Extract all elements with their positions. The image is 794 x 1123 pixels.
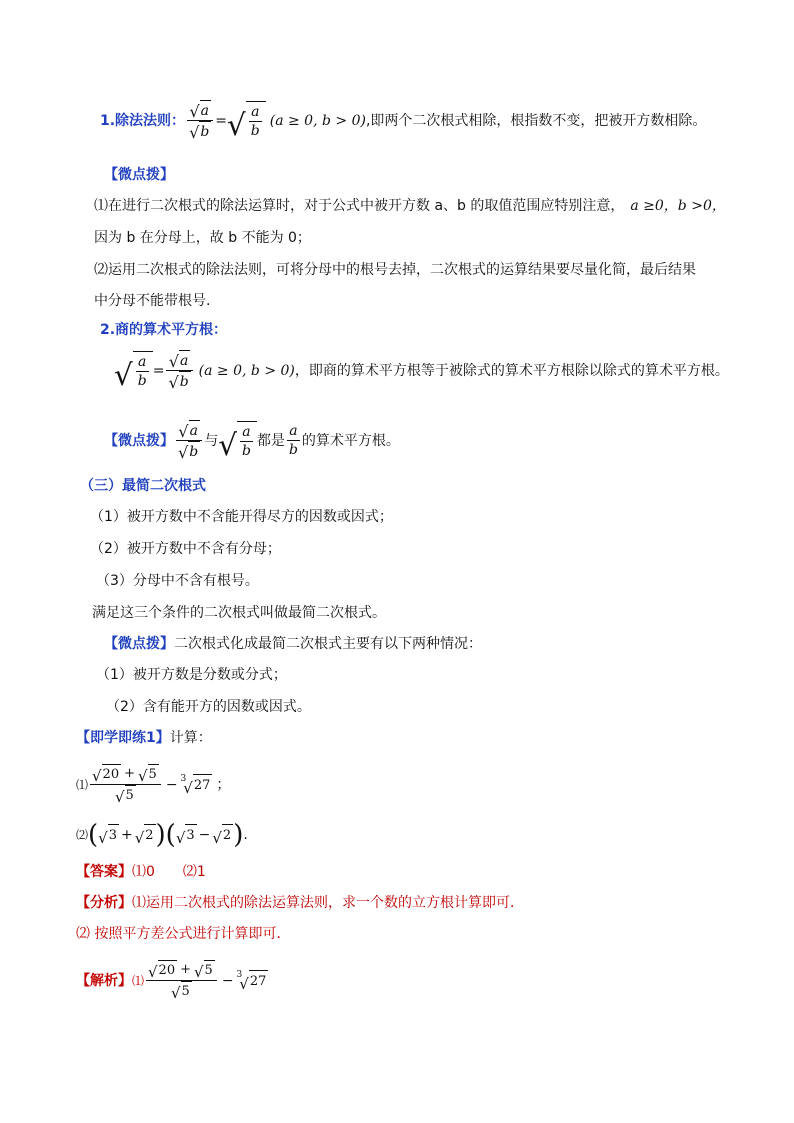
division-rule-title: 1.除法法则： (100, 112, 186, 129)
tip1-line4: 中分母不能带根号. (94, 293, 211, 309)
division-rule-desc: ,即两个二次根式相除，根指数不变，把被开方数相除。 (365, 112, 707, 129)
formula-sqrt-a-over-sqrt-b-2: √ a √ b (166, 350, 192, 391)
quotient-root-desc: ，即商的算术平方根等于被除式的算术平方根除以除式的算术平方根。 (294, 362, 729, 379)
division-rule-line: 1.除法法则： √ a √ b = √ $\frac{a}{b}$ (a ≥ 0, b > 0) ,即两个二次根式相除，根指数不变，把被开方数相除。 (100, 101, 707, 142)
solution-line: 【解析】 ⑴ √ 20 + √ 5 √ 5 − 3 √ 27 (76, 962, 267, 1003)
tip3-line: 【微点拨】 二次根式化成最简二次根式主要有以下两种情况： (104, 636, 482, 652)
simplest-radical-title: （三）最简二次根式 (80, 478, 206, 494)
case-item-2: （2）含有能开方的因数或因式。 (106, 699, 311, 715)
condition-item-3: （3）分母中不含有根号。 (96, 573, 259, 589)
tip1-line3: ⑵运用二次根式的除法法则，可将分母中的根号去掉，二次根式的运算结果要尽量化简，最后结果 (94, 262, 696, 278)
tip2-line: 【微点拨】 √ a √ b 与 √ $\frac{a}{b}$ 都是 $\frac{a}{b}$ 的算术平方根。 (104, 421, 400, 462)
analysis-line1: 【分析】 ⑴运用二次根式的除法运算法则，求一个数的立方根计算即可． (76, 895, 524, 911)
exercise-heading: 【即学即练1】 计算： (76, 730, 212, 746)
tip1-line2: 因为 b 在分母上，故 b 不能为 0； (94, 230, 311, 246)
simplest-radical-summary: 满足这三个条件的二次根式叫做最简二次根式。 (92, 605, 386, 621)
quotient-root-title: 2.商的算术平方根： (100, 322, 228, 338)
analysis-line2: ⑵ 按照平方差公式进行计算即可． (76, 926, 291, 942)
tip-label-1: 【微点拨】 (104, 167, 174, 183)
tip1-line1: ⑴在进行二次根式的除法运算时，对于公式中被开方数 a、b 的取值范围应特别注意， a ≥0，b >0， (94, 198, 726, 214)
condition-item-1: （1）被开方数中不含能开得尽方的因数或因式； (90, 509, 393, 525)
exercise-q2: ⑵ ( √ 3 + √ 2 )( √ 3 − √ 2 ) . (76, 820, 248, 850)
quotient-root-line: √ $\frac{a}{b}$ = √ a √ b (a ≥ 0, b > 0) ，即商的算术平方根等于被除式的算术平方根除以除式的算术平方根。 (114, 351, 729, 392)
condition-item-2: （2）被开方数中不含有分母； (90, 541, 281, 557)
division-condition: (a ≥ 0, b > 0) (269, 112, 366, 129)
answer-line: 【答案】 ⑴0 ⑵1 (76, 864, 206, 880)
formula-sqrt-a-over-b-2: √ $\frac{a}{b}$ (114, 351, 153, 390)
case-item-1: （1）被开方数是分数或分式； (96, 667, 287, 683)
formula-sqrt-a-over-b: √ $\frac{a}{b}$ (227, 101, 266, 140)
formula-sqrt-a-over-sqrt-b: √ a √ b (187, 100, 213, 141)
exercise-q1: ⑴ √ 20 + √ 5 √ 5 − 3 √ 27 ； (76, 766, 231, 807)
